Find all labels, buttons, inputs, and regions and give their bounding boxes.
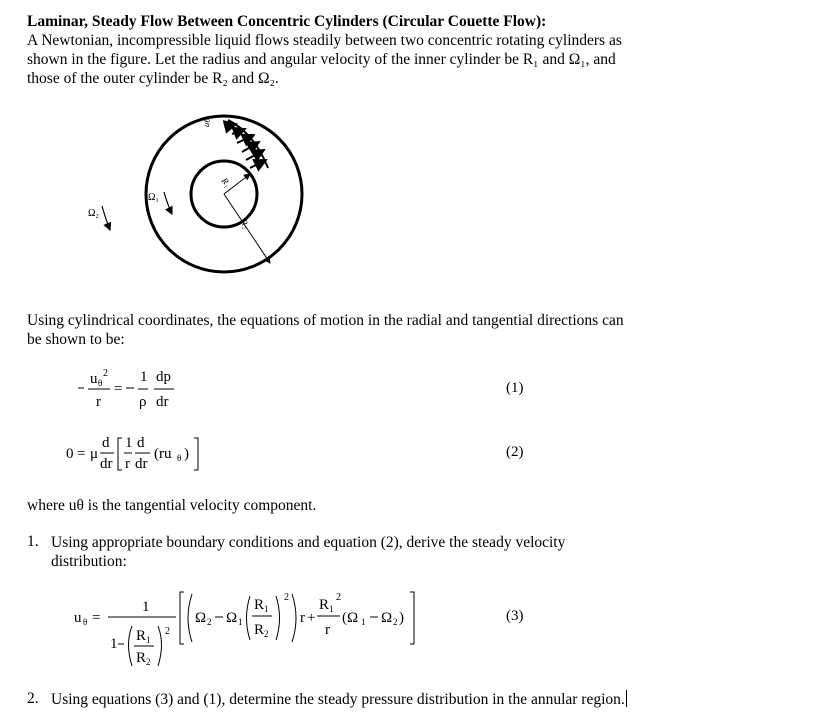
svg-text:R: R <box>136 650 147 666</box>
svg-text:2: 2 <box>165 626 170 637</box>
equation-2 <box>66 432 226 476</box>
svg-text:2: 2 <box>103 368 108 379</box>
svg-text:0: 0 <box>66 446 74 462</box>
svg-text:d: d <box>137 435 145 451</box>
svg-text:θ: θ <box>177 453 182 463</box>
motion-text-line-2: be shown to be: <box>27 331 125 348</box>
svg-text:r: r <box>300 610 305 626</box>
equation-1 <box>76 366 196 412</box>
svg-text:1: 1 <box>361 617 366 627</box>
omega1-arrow <box>164 192 172 214</box>
svg-text:1: 1 <box>238 617 243 627</box>
concentric-cylinders-figure <box>90 98 320 298</box>
question-1-number: 1. <box>27 533 39 550</box>
svg-text:R: R <box>319 597 330 613</box>
svg-text:R: R <box>136 628 147 644</box>
equation-2-number: (2) <box>506 444 524 460</box>
question-1-line-1: Using appropriate boundary conditions and equation (2), derive the steady velocity <box>51 534 566 551</box>
equation-3 <box>74 586 454 670</box>
svg-text:2: 2 <box>393 617 398 627</box>
svg-text:1: 1 <box>329 604 334 614</box>
svg-text:ρ: ρ <box>139 394 147 410</box>
svg-text:=: = <box>114 381 123 397</box>
svg-text:): ) <box>184 446 189 462</box>
svg-text:1: 1 <box>146 635 151 645</box>
svg-text:r: r <box>325 622 330 638</box>
svg-text:θ: θ <box>83 617 88 627</box>
omega2-label: Ω₂ <box>88 208 99 219</box>
question-2-line-1 <box>51 690 627 710</box>
r1-label: R₁ <box>219 175 233 189</box>
omega2-arrow <box>102 206 110 230</box>
equation-1-number: (1) <box>506 380 524 396</box>
svg-text:R: R <box>254 597 265 613</box>
svg-text:(ru: (ru <box>154 446 172 462</box>
text-cursor <box>626 690 627 707</box>
omega1-label: Ω₁ <box>148 192 159 203</box>
svg-text:1: 1 <box>125 435 133 451</box>
question-2-text: Using equations (3) and (1), determine the steady pressure distribution in the annular region. <box>51 691 625 708</box>
svg-text:R: R <box>254 622 265 638</box>
intro-line-2: shown in the figure. Let the radius and angular velocity of the inner cylinder be R₁ and Ω₁, and <box>27 51 616 68</box>
question-1-line-2: distribution: <box>51 553 127 570</box>
svg-text:dr: dr <box>156 394 169 410</box>
intro-line-1: A Newtonian, incompressible liquid flows steadily between two concentric rotating cylinders as <box>27 32 622 49</box>
svg-text:2: 2 <box>284 592 289 603</box>
svg-text:r: r <box>96 394 101 410</box>
svg-text:=: = <box>92 610 101 626</box>
svg-text:r: r <box>125 456 130 472</box>
svg-text:u: u <box>90 371 98 387</box>
svg-text:2: 2 <box>146 657 151 667</box>
svg-text:Ω: Ω <box>381 610 393 626</box>
svg-text:d: d <box>102 435 110 451</box>
svg-text:Ω: Ω <box>195 610 207 626</box>
intro-line-3: those of the outer cylinder be R₂ and Ω₂. <box>27 70 279 87</box>
r2-radius-line <box>224 194 270 263</box>
equation-3-number: (3) <box>506 608 524 624</box>
svg-text:dr: dr <box>100 456 113 472</box>
svg-text:μ: μ <box>90 446 99 462</box>
svg-text:1: 1 <box>110 636 118 652</box>
svg-text:1: 1 <box>140 369 148 385</box>
r2-label: R₂ <box>238 217 252 231</box>
question-2-number: 2. <box>27 690 39 707</box>
svg-text:=: = <box>77 446 86 462</box>
svg-text:1: 1 <box>142 599 150 615</box>
u-theta-label: uθ <box>200 117 213 128</box>
where-text: where uθ is the tangential velocity component. <box>27 497 317 514</box>
svg-text:dp: dp <box>156 369 171 385</box>
svg-text:2: 2 <box>336 592 341 603</box>
motion-text-line-1: Using cylindrical coordinates, the equations of motion in the radial and tangential directions can <box>27 312 624 329</box>
svg-text:): ) <box>399 610 404 626</box>
svg-text:dr: dr <box>135 456 148 472</box>
svg-text:2: 2 <box>207 617 212 627</box>
svg-text:u: u <box>74 610 82 626</box>
svg-text:Ω: Ω <box>226 610 238 626</box>
svg-text:2: 2 <box>264 629 269 639</box>
svg-text:(Ω: (Ω <box>342 610 359 626</box>
page-title: Laminar, Steady Flow Between Concentric Cylinders (Circular Couette Flow): <box>27 13 547 30</box>
svg-text:θ: θ <box>98 378 103 388</box>
svg-text:1: 1 <box>264 604 269 614</box>
svg-text:+: + <box>307 610 316 626</box>
